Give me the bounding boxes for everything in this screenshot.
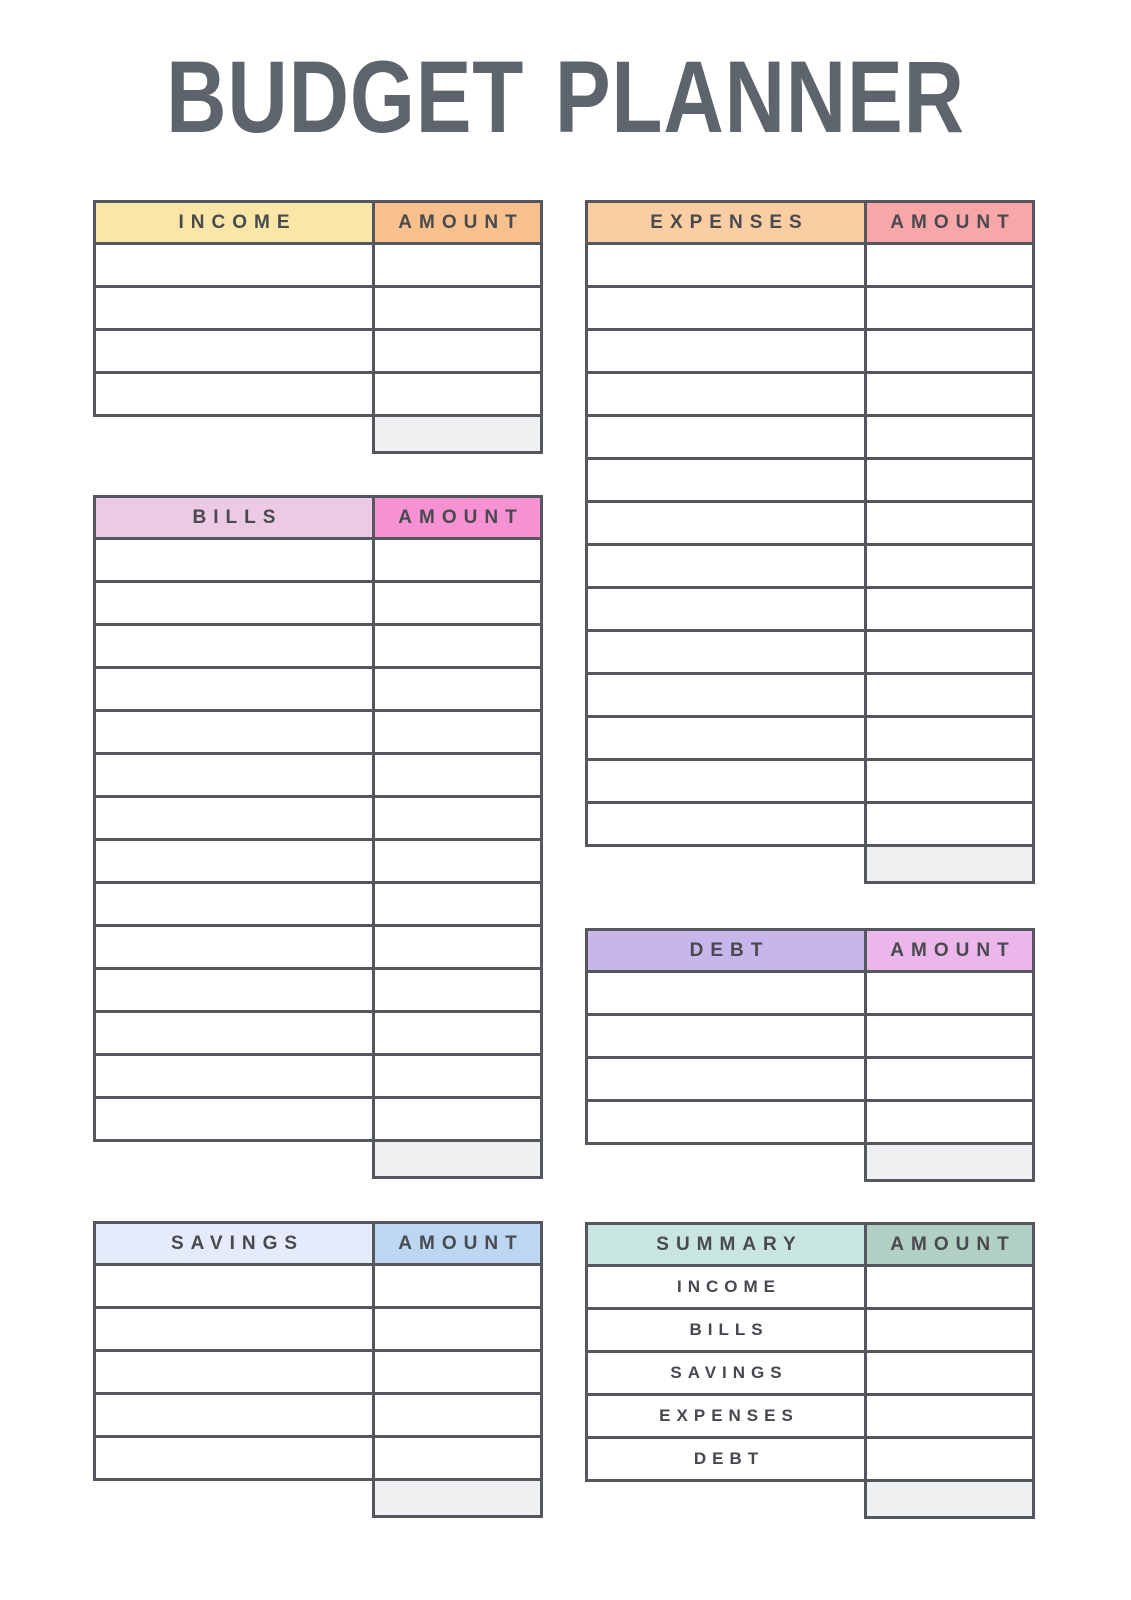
savings-row xyxy=(96,1435,540,1478)
bills-amount-cell xyxy=(375,970,540,1010)
bills-table xyxy=(93,495,543,1179)
savings-item-cell xyxy=(96,1438,375,1478)
expenses-amount-cell xyxy=(867,288,1032,328)
debt-header-cell: DEBT xyxy=(588,931,867,970)
bills-amount-cell xyxy=(375,841,540,881)
bills-item-cell xyxy=(96,712,375,752)
income-item-cell xyxy=(96,245,375,285)
tables-layout xyxy=(93,200,1035,1519)
expenses-amount-cell xyxy=(867,374,1032,414)
expenses-amount-cell xyxy=(867,460,1032,500)
income-item-cell xyxy=(96,374,375,414)
expenses-row xyxy=(588,758,1032,801)
savings-header-cell: SAVINGS xyxy=(96,1224,375,1263)
bills-row xyxy=(96,580,540,623)
debt-item-cell xyxy=(588,1059,867,1099)
bills-item-cell xyxy=(96,841,375,881)
debt-amount-cell xyxy=(867,1016,1032,1056)
bills-row xyxy=(96,623,540,666)
debt-amount-cell xyxy=(867,973,1032,1013)
savings-item-cell xyxy=(96,1309,375,1349)
bills-amount-header-cell: AMOUNT xyxy=(375,498,540,537)
expenses-amount-cell xyxy=(867,546,1032,586)
income-table-body xyxy=(96,242,540,414)
expenses-item-cell xyxy=(588,546,867,586)
bills-amount-cell xyxy=(375,712,540,752)
expenses-item-cell xyxy=(588,331,867,371)
bills-item-cell xyxy=(96,1099,375,1139)
income-amount-cell xyxy=(375,331,540,371)
savings-row xyxy=(96,1349,540,1392)
expenses-amount-cell xyxy=(867,718,1032,758)
bills-row xyxy=(96,1096,540,1139)
bills-amount-cell xyxy=(375,540,540,580)
bills-item-cell xyxy=(96,626,375,666)
summary-item-cell: DEBT xyxy=(588,1439,867,1479)
summary-row xyxy=(588,1350,1032,1393)
expenses-item-cell xyxy=(588,417,867,457)
bills-total-cell xyxy=(372,1139,543,1179)
income-row xyxy=(96,328,540,371)
summary-table xyxy=(585,1222,1035,1519)
bills-amount-cell xyxy=(375,884,540,924)
debt-row xyxy=(588,970,1032,1013)
savings-row xyxy=(96,1392,540,1435)
income-header-cell: INCOME xyxy=(96,203,375,242)
summary-amount-cell xyxy=(867,1353,1032,1393)
expenses-row xyxy=(588,543,1032,586)
savings-total-cell xyxy=(372,1478,543,1518)
expenses-item-cell xyxy=(588,503,867,543)
income-item-cell xyxy=(96,288,375,328)
expenses-row xyxy=(588,285,1032,328)
income-header-row xyxy=(96,203,540,242)
expenses-row xyxy=(588,457,1032,500)
bills-item-cell xyxy=(96,798,375,838)
bills-row xyxy=(96,752,540,795)
savings-amount-cell xyxy=(375,1438,540,1478)
income-table xyxy=(93,200,543,454)
expenses-row xyxy=(588,586,1032,629)
bills-row xyxy=(96,709,540,752)
savings-total-row xyxy=(93,1481,543,1518)
savings-item-cell xyxy=(96,1395,375,1435)
expenses-item-cell xyxy=(588,589,867,629)
summary-table-body xyxy=(588,1264,1032,1479)
savings-row xyxy=(96,1306,540,1349)
bills-item-cell xyxy=(96,1013,375,1053)
bills-amount-cell xyxy=(375,669,540,709)
summary-item-cell: INCOME xyxy=(588,1267,867,1307)
bills-amount-cell xyxy=(375,1013,540,1053)
summary-header-cell: SUMMARY xyxy=(588,1225,867,1264)
bills-header-cell: BILLS xyxy=(96,498,375,537)
income-row xyxy=(96,371,540,414)
income-amount-cell xyxy=(375,374,540,414)
expenses-row xyxy=(588,801,1032,844)
debt-amount-header-cell: AMOUNT xyxy=(867,931,1032,970)
expenses-row xyxy=(588,414,1032,457)
expenses-item-cell xyxy=(588,288,867,328)
bills-amount-cell xyxy=(375,1056,540,1096)
bills-table-body xyxy=(96,537,540,1139)
summary-total-cell xyxy=(864,1479,1035,1519)
expenses-row xyxy=(588,672,1032,715)
bills-amount-cell xyxy=(375,755,540,795)
debt-item-cell xyxy=(588,973,867,1013)
expenses-header-cell: EXPENSES xyxy=(588,203,867,242)
bills-item-cell xyxy=(96,755,375,795)
summary-total-row xyxy=(585,1482,1035,1519)
expenses-amount-cell xyxy=(867,589,1032,629)
bills-row xyxy=(96,924,540,967)
savings-amount-header-cell: AMOUNT xyxy=(375,1224,540,1263)
summary-row xyxy=(588,1264,1032,1307)
bills-row xyxy=(96,537,540,580)
bills-amount-cell xyxy=(375,626,540,666)
summary-amount-header-cell: AMOUNT xyxy=(867,1225,1032,1264)
bills-item-cell xyxy=(96,583,375,623)
savings-row xyxy=(96,1263,540,1306)
expenses-item-cell xyxy=(588,761,867,801)
savings-amount-cell xyxy=(375,1266,540,1306)
expenses-amount-cell xyxy=(867,675,1032,715)
income-row xyxy=(96,285,540,328)
income-item-cell xyxy=(96,331,375,371)
savings-item-cell xyxy=(96,1266,375,1306)
bills-row xyxy=(96,1010,540,1053)
expenses-item-cell xyxy=(588,718,867,758)
income-amount-cell xyxy=(375,288,540,328)
expenses-item-cell xyxy=(588,460,867,500)
expenses-row xyxy=(588,500,1032,543)
bills-row xyxy=(96,838,540,881)
expenses-item-cell xyxy=(588,374,867,414)
expenses-total-row xyxy=(585,847,1035,884)
savings-header-row xyxy=(96,1224,540,1263)
summary-amount-cell xyxy=(867,1396,1032,1436)
summary-amount-cell xyxy=(867,1310,1032,1350)
debt-amount-cell xyxy=(867,1059,1032,1099)
income-total-cell xyxy=(372,414,543,454)
expenses-amount-cell xyxy=(867,632,1032,672)
expenses-table-body xyxy=(588,242,1032,844)
summary-amount-cell xyxy=(867,1267,1032,1307)
savings-item-cell xyxy=(96,1352,375,1392)
summary-row xyxy=(588,1436,1032,1479)
bills-amount-cell xyxy=(375,927,540,967)
debt-total-row xyxy=(585,1145,1035,1182)
debt-header-row xyxy=(588,931,1032,970)
bills-total-row xyxy=(93,1142,543,1179)
expenses-row xyxy=(588,328,1032,371)
expenses-row xyxy=(588,371,1032,414)
page-title: BUDGET PLANNER xyxy=(166,40,965,154)
expenses-amount-cell xyxy=(867,761,1032,801)
bills-row xyxy=(96,795,540,838)
savings-amount-cell xyxy=(375,1352,540,1392)
summary-item-cell: EXPENSES xyxy=(588,1396,867,1436)
income-amount-header-cell: AMOUNT xyxy=(375,203,540,242)
debt-row xyxy=(588,1099,1032,1142)
debt-row xyxy=(588,1013,1032,1056)
expenses-amount-cell xyxy=(867,417,1032,457)
bills-item-cell xyxy=(96,970,375,1010)
bills-amount-cell xyxy=(375,583,540,623)
expenses-row xyxy=(588,629,1032,672)
expenses-item-cell xyxy=(588,675,867,715)
bills-item-cell xyxy=(96,669,375,709)
bills-row xyxy=(96,1053,540,1096)
summary-header-row xyxy=(588,1225,1032,1264)
expenses-amount-cell xyxy=(867,245,1032,285)
expenses-item-cell xyxy=(588,632,867,672)
bills-item-cell xyxy=(96,884,375,924)
expenses-item-cell xyxy=(588,804,867,844)
right-column xyxy=(585,200,1035,1519)
expenses-item-cell xyxy=(588,245,867,285)
bills-header-row xyxy=(96,498,540,537)
bills-row xyxy=(96,967,540,1010)
expenses-amount-cell xyxy=(867,331,1032,371)
debt-item-cell xyxy=(588,1016,867,1056)
savings-amount-cell xyxy=(375,1395,540,1435)
income-total-row xyxy=(93,417,543,454)
bills-amount-cell xyxy=(375,1099,540,1139)
expenses-amount-cell xyxy=(867,503,1032,543)
savings-amount-cell xyxy=(375,1309,540,1349)
expenses-amount-cell xyxy=(867,804,1032,844)
summary-amount-cell xyxy=(867,1439,1032,1479)
debt-total-cell xyxy=(864,1142,1035,1182)
bills-row xyxy=(96,666,540,709)
expenses-amount-header-cell: AMOUNT xyxy=(867,203,1032,242)
bills-item-cell xyxy=(96,927,375,967)
expenses-row xyxy=(588,715,1032,758)
savings-table-body xyxy=(96,1263,540,1478)
income-row xyxy=(96,242,540,285)
income-amount-cell xyxy=(375,245,540,285)
savings-table xyxy=(93,1221,543,1518)
summary-item-cell: BILLS xyxy=(588,1310,867,1350)
bills-amount-cell xyxy=(375,798,540,838)
debt-item-cell xyxy=(588,1102,867,1142)
expenses-total-cell xyxy=(864,844,1035,884)
expenses-header-row xyxy=(588,203,1032,242)
debt-table xyxy=(585,928,1035,1182)
debt-amount-cell xyxy=(867,1102,1032,1142)
summary-row xyxy=(588,1393,1032,1436)
expenses-table xyxy=(585,200,1035,884)
bills-item-cell xyxy=(96,540,375,580)
left-column xyxy=(93,200,543,1518)
bills-row xyxy=(96,881,540,924)
debt-row xyxy=(588,1056,1032,1099)
expenses-row xyxy=(588,242,1032,285)
summary-row xyxy=(588,1307,1032,1350)
summary-item-cell: SAVINGS xyxy=(588,1353,867,1393)
debt-table-body xyxy=(588,970,1032,1142)
bills-item-cell xyxy=(96,1056,375,1096)
